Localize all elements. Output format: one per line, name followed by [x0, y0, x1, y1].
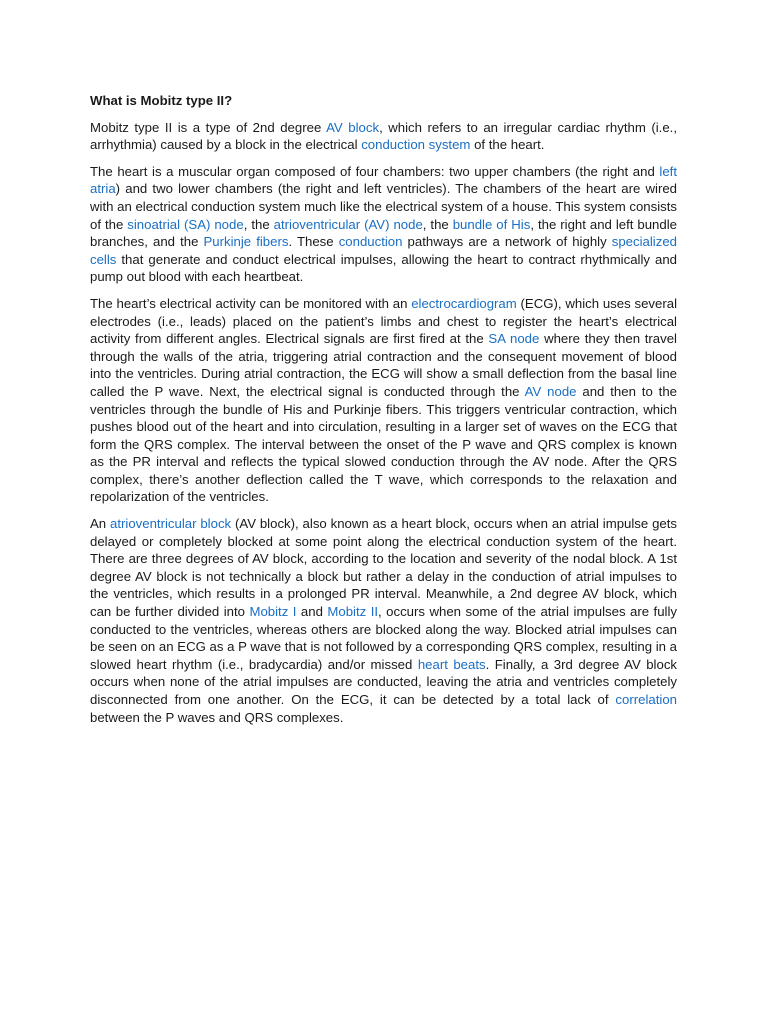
paragraph-1 [90, 119, 677, 154]
text-run: Mobitz type II is a type of 2nd degree [90, 119, 327, 135]
link-av-block[interactable]: AV block [326, 119, 380, 135]
text-run: pathways are a network of highly [402, 234, 612, 250]
link-conduction-system[interactable]: conduction system [361, 137, 471, 153]
text-run: An [90, 516, 110, 532]
link-av-node[interactable]: AV node [524, 383, 577, 399]
link-conduction[interactable]: conduction [338, 234, 403, 250]
document-title: What is Mobitz type II? [90, 93, 233, 108]
link-mobitz-ii[interactable]: Mobitz II [327, 604, 379, 620]
link-left-atria[interactable]: left atria [90, 163, 677, 197]
link-heart-beats[interactable]: heart beats [417, 656, 486, 672]
text-run: The heart is a muscular organ composed of four chambers: two upper chambers (the right and [90, 163, 660, 179]
link-sinoatrial-node[interactable]: sinoatrial (SA) node [127, 216, 244, 232]
link-atrioventricular-node[interactable]: atrioventricular (AV) node [273, 216, 423, 232]
text-run: , occurs when some of the atrial impulses are fully conducted to the ventricles, whereas others are blocked along the way. Blocked atrial impulses can be seen on an ECG as a P wave that is not followed by a corresponding QRS complex, resulting in a slowed heart rhythm (i.e., bradycardia) and/or missed [90, 604, 677, 672]
paragraph-2 [90, 163, 677, 286]
document-page [90, 92, 677, 735]
text-run: that generate and conduct electrical impulses, allowing the heart to contract rhythmically and pump out blood with each heartbeat. [90, 251, 677, 285]
text-run: . These [288, 234, 339, 250]
text-run: and then to the ventricles through the bundle of His and Purkinje fibers. This triggers ventricular contraction, which pushes blood out of the heart and into circulation, resulting in a larger set of waves on the ECG that form the QRS complex. The interval between the onset of the P wave and QRS complex is known as the PR interval and reflects the typical slowed conduction through the AV node. After the QRS complex, there’s another deflection called the T wave, which corresponds to the relaxation and repolarization of the ventricles. [90, 383, 677, 505]
paragraph-4 [90, 515, 677, 726]
text-run: and [296, 604, 328, 620]
link-mobitz-i[interactable]: Mobitz I [249, 604, 297, 620]
text-run: (ECG), which uses several electrodes (i.e., leads) placed on the patient’s limbs and chest to register the heart’s electrical activity from different angles. Electrical signals are first fired at the [90, 295, 678, 347]
text-run: (AV block), also known as a heart block, occurs when an atrial impulse gets delayed or completely blocked at some point along the electrical conduction system of the heart. There are three degrees of AV block, according to the location and severity of the nodal block. A 1st degree AV block is not technically a block but rather a delay in the conduction of atrial impulses to the ventricles, which results in a prolonged PR interval. Meanwhile, a 2nd degree AV block, which can be further divided into [90, 516, 678, 620]
text-run: , which refers to an irregular cardiac rhythm (i.e., arrhythmia) caused by a block in the electrical [90, 119, 677, 153]
text-run: The heart’s electrical activity can be monitored with an [90, 295, 412, 311]
text-run: , the [243, 216, 274, 232]
link-specialized-cells[interactable]: specialized cells [90, 234, 677, 267]
text-run: of the heart. [470, 137, 545, 153]
text-run: , the right and left bundle branches, and the [90, 216, 677, 250]
text-run: between the P waves and QRS complexes. [90, 709, 344, 725]
link-purkinje-fibers[interactable]: Purkinje fibers [203, 234, 289, 250]
text-run: where they then travel through the walls of the atria, triggering atrial contraction and the consequent movement of blood into the ventricles. During atrial contraction, the ECG will show a small deflection from the basal line called the P wave. Next, the electrical signal is conducted through the [90, 331, 677, 399]
link-atrioventricular-block[interactable]: atrioventricular block [110, 516, 232, 532]
text-run: . Finally, a 3rd degree AV block occurs when none of the atrial impulses are conducted, leaving the atria and ventricles completely disconnected from one another. On the ECG, it can be detected by a total lack of [90, 656, 678, 707]
text-run: , the [422, 216, 453, 232]
paragraph-3 [90, 295, 677, 506]
link-electrocardiogram[interactable]: electrocardiogram [411, 295, 517, 311]
link-bundle-of-his[interactable]: bundle of His [452, 216, 531, 232]
text-run: ) and two lower chambers (the right and left ventricles). The chambers of the heart are wired with an electrical conduction system much like the electrical system of a house. This system consists of the [90, 181, 677, 232]
link-correlation[interactable]: correlation [615, 692, 677, 707]
link-sa-node[interactable]: SA node [488, 331, 540, 347]
